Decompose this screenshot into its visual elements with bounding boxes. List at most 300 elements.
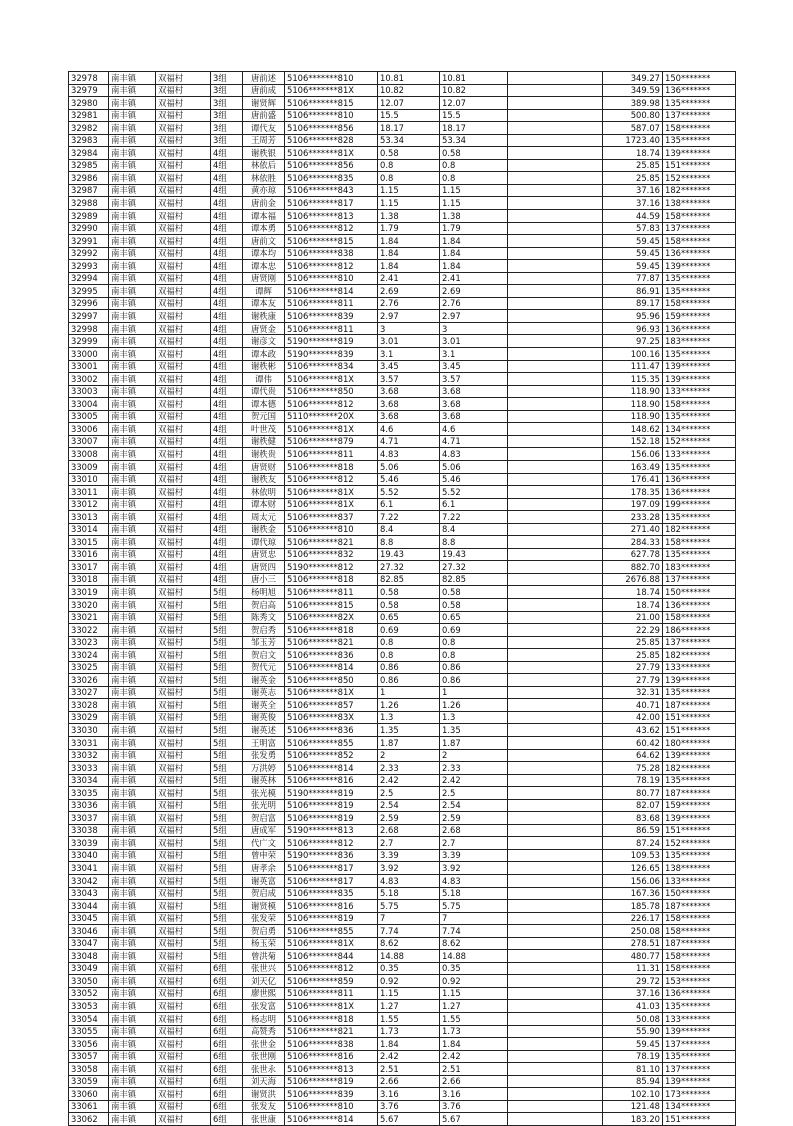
ledger-body [69,72,736,1126]
amount-cell: 37.16 [603,197,663,210]
id-number-cell: 5106*******810 [285,72,378,85]
town-cell: 南丰镇 [109,937,156,950]
table-row [69,410,736,423]
id-number-cell: 5106*******856 [285,122,378,135]
amount-cell: 587.07 [603,122,663,135]
subsidy-area-cell: 3.57 [440,373,508,386]
name-cell: 谢英述 [243,724,285,737]
blank-cell [508,523,603,536]
subsidy-area-cell: 1.35 [440,724,508,737]
phone-cell: 173******* [663,1088,736,1101]
serial-cell: 33017 [69,561,109,574]
amount-cell: 111.47 [603,360,663,373]
id-number-cell: 5106*******81X [285,486,378,499]
name-cell: 唐贤忠 [243,548,285,561]
name-cell: 张光模 [243,787,285,800]
amount-cell: 50.08 [603,1013,663,1026]
serial-cell: 33002 [69,373,109,386]
group-cell: 4组 [211,398,243,411]
blank-cell [508,987,603,1000]
subsidy-area-cell: 0.8 [440,159,508,172]
phone-cell: 137******* [663,573,736,586]
blank-cell [508,97,603,110]
area-cell: 3.45 [378,360,440,373]
group-cell: 5组 [211,925,243,938]
subsidy-area-cell: 82.85 [440,573,508,586]
blank-cell [508,435,603,448]
blank-cell [508,837,603,850]
village-cell: 双福村 [156,912,211,925]
amount-cell: 78.19 [603,774,663,787]
village-cell: 双福村 [156,812,211,825]
serial-cell: 32980 [69,97,109,110]
village-cell: 双福村 [156,122,211,135]
town-cell: 南丰镇 [109,774,156,787]
group-cell: 4组 [211,147,243,160]
area-cell: 0.86 [378,661,440,674]
area-cell: 1.87 [378,736,440,749]
id-number-cell: 5106*******819 [285,812,378,825]
amount-cell: 83.68 [603,812,663,825]
area-cell: 4.83 [378,448,440,461]
amount-cell: 271.40 [603,523,663,536]
subsidy-area-cell: 2.69 [440,285,508,298]
area-cell: 2.97 [378,310,440,323]
phone-cell: 183******* [663,561,736,574]
phone-cell: 135******* [663,460,736,473]
amount-cell: 349.27 [603,72,663,85]
area-cell: 8.4 [378,523,440,536]
name-cell: 邹玉芳 [243,636,285,649]
subsidy-area-cell: 2.42 [440,774,508,787]
subsidy-area-cell: 3.92 [440,862,508,875]
blank-cell [508,1063,603,1076]
name-cell: 叶世茂 [243,423,285,436]
id-number-cell: 5106*******82X [285,611,378,624]
subsidy-area-cell: 1.79 [440,222,508,235]
blank-cell [508,460,603,473]
amount-cell: 18.74 [603,586,663,599]
blank-cell [508,1025,603,1038]
subsidy-area-cell: 1.27 [440,1000,508,1013]
area-cell: 1.84 [378,260,440,273]
area-cell: 3.68 [378,398,440,411]
serial-cell: 33037 [69,812,109,825]
name-cell: 谢秩彬 [243,360,285,373]
id-number-cell: 5106*******832 [285,548,378,561]
town-cell: 南丰镇 [109,210,156,223]
group-cell: 4组 [211,373,243,386]
group-cell: 5组 [211,749,243,762]
id-number-cell: 5106*******818 [285,573,378,586]
subsidy-area-cell: 5.46 [440,473,508,486]
town-cell: 南丰镇 [109,1113,156,1126]
name-cell: 王周芳 [243,134,285,147]
serial-cell: 33054 [69,1013,109,1026]
amount-cell: 109.53 [603,849,663,862]
group-cell: 4组 [211,159,243,172]
group-cell: 5组 [211,799,243,812]
village-cell: 双福村 [156,636,211,649]
village-cell: 双福村 [156,962,211,975]
name-cell: 代广文 [243,837,285,850]
town-cell: 南丰镇 [109,1100,156,1113]
table-row [69,611,736,624]
village-cell: 双福村 [156,172,211,185]
serial-cell: 32985 [69,159,109,172]
village-cell: 双福村 [156,247,211,260]
area-cell: 5.46 [378,473,440,486]
id-number-cell: 5106*******838 [285,1038,378,1051]
table-row [69,674,736,687]
area-cell: 4.83 [378,875,440,888]
phone-cell: 136******* [663,247,736,260]
serial-cell: 33000 [69,348,109,361]
amount-cell: 1723.40 [603,134,663,147]
group-cell: 5组 [211,711,243,724]
town-cell: 南丰镇 [109,147,156,160]
amount-cell: 64.62 [603,749,663,762]
name-cell: 谭本德 [243,398,285,411]
serial-cell: 33057 [69,1050,109,1063]
group-cell: 5组 [211,950,243,963]
subsidy-area-cell: 15.5 [440,109,508,122]
group-cell: 6组 [211,1075,243,1088]
amount-cell: 156.06 [603,448,663,461]
serial-cell: 33053 [69,1000,109,1013]
area-cell: 5.67 [378,1113,440,1126]
serial-cell: 33026 [69,674,109,687]
village-cell: 双福村 [156,222,211,235]
village-cell: 双福村 [156,473,211,486]
phone-cell: 151******* [663,724,736,737]
group-cell: 4组 [211,247,243,260]
village-cell: 双福村 [156,548,211,561]
village-cell: 双福村 [156,184,211,197]
phone-cell: 158******* [663,536,736,549]
name-cell: 张发勇 [243,749,285,762]
serial-cell: 33041 [69,862,109,875]
phone-cell: 133******* [663,385,736,398]
table-row [69,837,736,850]
table-row [69,875,736,888]
subsidy-area-cell: 8.8 [440,536,508,549]
subsidy-area-cell: 10.82 [440,84,508,97]
town-cell: 南丰镇 [109,598,156,611]
name-cell: 唐贤金 [243,322,285,335]
town-cell: 南丰镇 [109,925,156,938]
table-row [69,423,736,436]
blank-cell [508,1100,603,1113]
table-row [69,159,736,172]
village-cell: 双福村 [156,611,211,624]
amount-cell: 121.48 [603,1100,663,1113]
phone-cell: 135******* [663,272,736,285]
town-cell: 南丰镇 [109,699,156,712]
subsidy-area-cell: 2.54 [440,799,508,812]
subsidy-area-cell: 1.15 [440,184,508,197]
subsidy-area-cell: 53.34 [440,134,508,147]
town-cell: 南丰镇 [109,548,156,561]
amount-cell: 183.20 [603,1113,663,1126]
blank-cell [508,322,603,335]
name-cell: 张世永 [243,1063,285,1076]
group-cell: 5组 [211,862,243,875]
area-cell: 53.34 [378,134,440,147]
subsidy-area-cell: 6.1 [440,498,508,511]
subsidy-area-cell: 3.1 [440,348,508,361]
subsidy-area-cell: 3.45 [440,360,508,373]
serial-cell: 32983 [69,134,109,147]
town-cell: 南丰镇 [109,1063,156,1076]
id-number-cell: 5106*******850 [285,674,378,687]
area-cell: 1.55 [378,1013,440,1026]
serial-cell: 33020 [69,598,109,611]
serial-cell: 32991 [69,235,109,248]
town-cell: 南丰镇 [109,573,156,586]
blank-cell [508,548,603,561]
area-cell: 3.76 [378,1100,440,1113]
village-cell: 双福村 [156,285,211,298]
name-cell: 唐前盛 [243,109,285,122]
serial-cell: 32998 [69,322,109,335]
subsidy-area-cell: 7.22 [440,511,508,524]
town-cell: 南丰镇 [109,849,156,862]
area-cell: 7 [378,912,440,925]
table-row [69,122,736,135]
group-cell: 4组 [211,235,243,248]
area-cell: 1.3 [378,711,440,724]
id-number-cell: 5106*******816 [285,900,378,913]
village-cell: 双福村 [156,84,211,97]
amount-cell: 78.19 [603,1050,663,1063]
amount-cell: 86.59 [603,824,663,837]
id-number-cell: 5190*******813 [285,824,378,837]
id-number-cell: 5106*******817 [285,875,378,888]
table-row [69,172,736,185]
town-cell: 南丰镇 [109,912,156,925]
subsidy-area-cell: 2.76 [440,297,508,310]
blank-cell [508,1013,603,1026]
blank-cell [508,423,603,436]
name-cell: 高赞秀 [243,1025,285,1038]
blank-cell [508,774,603,787]
table-row [69,272,736,285]
blank-cell [508,1050,603,1063]
serial-cell: 32988 [69,197,109,210]
id-number-cell: 5106*******852 [285,749,378,762]
group-cell: 6组 [211,1000,243,1013]
village-cell: 双福村 [156,310,211,323]
blank-cell [508,536,603,549]
table-row [69,787,736,800]
phone-cell: 133******* [663,661,736,674]
phone-cell: 139******* [663,360,736,373]
serial-cell: 33059 [69,1075,109,1088]
amount-cell: 18.74 [603,147,663,160]
village-cell: 双福村 [156,235,211,248]
area-cell: 1.26 [378,699,440,712]
amount-cell: 115.35 [603,373,663,386]
group-cell: 5组 [211,611,243,624]
group-cell: 4组 [211,210,243,223]
serial-cell: 33035 [69,787,109,800]
name-cell: 贺启成 [243,887,285,900]
phone-cell: 139******* [663,812,736,825]
subsidy-area-cell: 1.84 [440,260,508,273]
phone-cell: 158******* [663,297,736,310]
village-cell: 双福村 [156,435,211,448]
phone-cell: 138******* [663,862,736,875]
id-number-cell: 5106*******814 [285,285,378,298]
subsidy-area-cell: 3.76 [440,1100,508,1113]
group-cell: 5组 [211,674,243,687]
village-cell: 双福村 [156,448,211,461]
name-cell: 贺元国 [243,410,285,423]
village-cell: 双福村 [156,787,211,800]
serial-cell: 33015 [69,536,109,549]
town-cell: 南丰镇 [109,486,156,499]
id-number-cell: 5106*******843 [285,184,378,197]
table-row [69,1113,736,1126]
area-cell: 1.84 [378,1038,440,1051]
village-cell: 双福村 [156,1000,211,1013]
id-number-cell: 5106*******821 [285,636,378,649]
area-cell: 19.43 [378,548,440,561]
group-cell: 5组 [211,849,243,862]
group-cell: 6组 [211,962,243,975]
amount-cell: 80.77 [603,787,663,800]
subsidy-area-cell: 1.87 [440,736,508,749]
subsidy-area-cell: 5.67 [440,1113,508,1126]
amount-cell: 178.35 [603,486,663,499]
amount-cell: 89.17 [603,297,663,310]
village-cell: 双福村 [156,561,211,574]
blank-cell [508,598,603,611]
group-cell: 5组 [211,812,243,825]
serial-cell: 33007 [69,435,109,448]
id-number-cell: 5106*******812 [285,837,378,850]
subsidy-area-cell: 2.41 [440,272,508,285]
blank-cell [508,736,603,749]
table-row [69,435,736,448]
serial-cell: 33010 [69,473,109,486]
id-number-cell: 5106*******81X [285,498,378,511]
blank-cell [508,1113,603,1126]
area-cell: 4.71 [378,435,440,448]
name-cell: 谭辉 [243,285,285,298]
amount-cell: 2676.88 [603,573,663,586]
name-cell: 谭本勇 [243,222,285,235]
village-cell: 双福村 [156,649,211,662]
subsidy-area-cell: 0.8 [440,636,508,649]
village-cell: 双福村 [156,460,211,473]
serial-cell: 33038 [69,824,109,837]
group-cell: 4组 [211,285,243,298]
town-cell: 南丰镇 [109,762,156,775]
blank-cell [508,674,603,687]
area-cell: 0.35 [378,962,440,975]
amount-cell: 226.17 [603,912,663,925]
area-cell: 3.16 [378,1088,440,1101]
amount-cell: 95.96 [603,310,663,323]
serial-cell: 33042 [69,875,109,888]
serial-cell: 33019 [69,586,109,599]
name-cell: 林依后 [243,159,285,172]
serial-cell: 33049 [69,962,109,975]
town-cell: 南丰镇 [109,586,156,599]
town-cell: 南丰镇 [109,724,156,737]
town-cell: 南丰镇 [109,950,156,963]
table-row [69,398,736,411]
village-cell: 双福村 [156,498,211,511]
blank-cell [508,937,603,950]
group-cell: 5组 [211,837,243,850]
serial-cell: 32990 [69,222,109,235]
id-number-cell: 5106*******879 [285,435,378,448]
town-cell: 南丰镇 [109,473,156,486]
phone-cell: 139******* [663,749,736,762]
blank-cell [508,486,603,499]
name-cell: 谭本财 [243,498,285,511]
area-cell: 14.88 [378,950,440,963]
group-cell: 6组 [211,1025,243,1038]
blank-cell [508,962,603,975]
group-cell: 4组 [211,410,243,423]
name-cell: 谭本政 [243,348,285,361]
table-row [69,824,736,837]
village-cell: 双福村 [156,1088,211,1101]
table-row [69,749,736,762]
amount-cell: 100.16 [603,348,663,361]
village-cell: 双福村 [156,385,211,398]
phone-cell: 135******* [663,548,736,561]
amount-cell: 75.28 [603,762,663,775]
table-row [69,360,736,373]
name-cell: 谭代友 [243,122,285,135]
table-row [69,473,736,486]
amount-cell: 59.45 [603,260,663,273]
phone-cell: 134******* [663,423,736,436]
id-number-cell: 5106*******821 [285,1025,378,1038]
amount-cell: 126.65 [603,862,663,875]
group-cell: 4组 [211,423,243,436]
village-cell: 双福村 [156,134,211,147]
serial-cell: 33056 [69,1038,109,1051]
village-cell: 双福村 [156,624,211,637]
group-cell: 4组 [211,460,243,473]
subsidy-area-cell: 3.01 [440,335,508,348]
phone-cell: 137******* [663,1063,736,1076]
group-cell: 4组 [211,184,243,197]
name-cell: 唐成军 [243,824,285,837]
phone-cell: 151******* [663,1113,736,1126]
name-cell: 杨玉荣 [243,937,285,950]
name-cell: 杨志明 [243,1013,285,1026]
town-cell: 南丰镇 [109,1088,156,1101]
serial-cell: 33003 [69,385,109,398]
group-cell: 3组 [211,122,243,135]
town-cell: 南丰镇 [109,611,156,624]
subsidy-area-cell: 18.17 [440,122,508,135]
subsidy-area-cell: 1.84 [440,247,508,260]
table-row [69,147,736,160]
village-cell: 双福村 [156,511,211,524]
subsidy-area-cell: 1.84 [440,1038,508,1051]
town-cell: 南丰镇 [109,511,156,524]
blank-cell [508,172,603,185]
village-cell: 双福村 [156,1013,211,1026]
